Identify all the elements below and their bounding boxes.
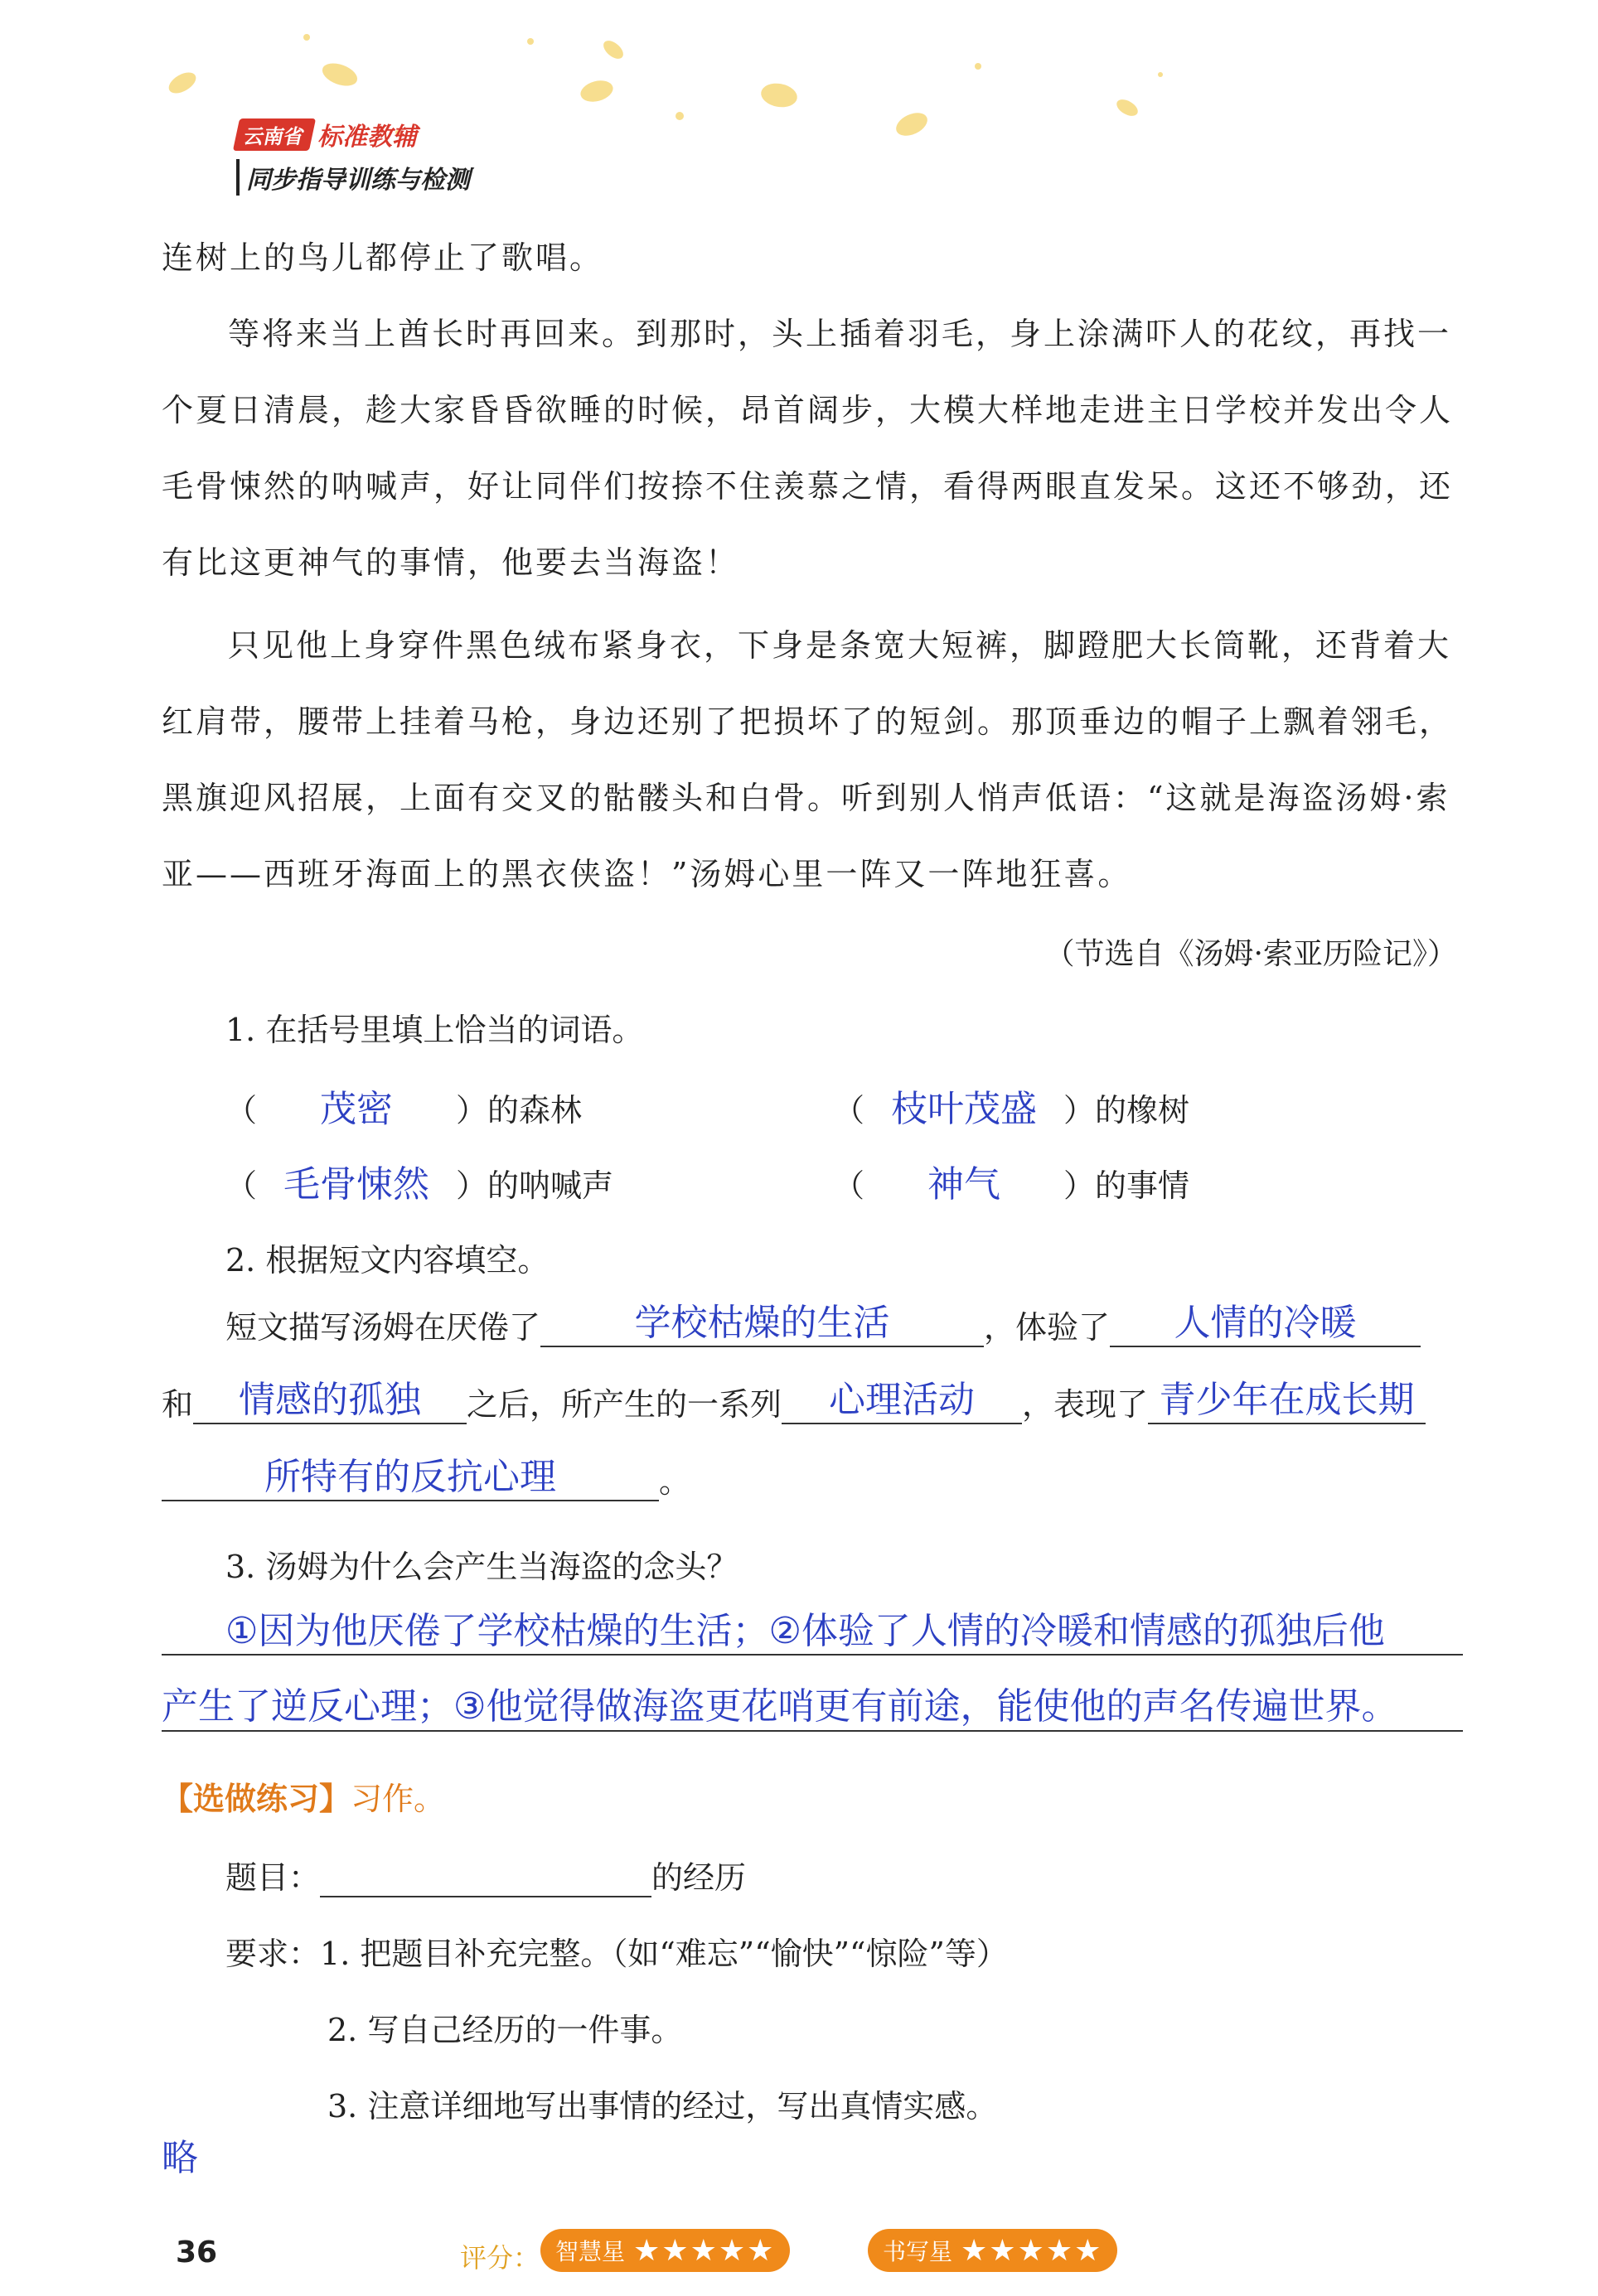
q2-answer-5: 青少年在成长期 <box>1159 1379 1415 1421</box>
essay-topic: 题目： 的经历 <box>225 1859 747 1896</box>
q1-answer-2: 枝叶茂盛 <box>891 1088 1038 1130</box>
passage-paragraph-1: 等将来当上酋长时再回来。到那时，头上插着羽毛，身上涂满吓人的花纹，再找一个夏日清晨，趁大家昏昏欲睡的时候，昂首阔步，大模大样地走进主日学校并发出令人毛骨悚然的呐喊声，好让同伴们按捺不住羡慕之情，看得两眼直发呆。这还不够劲，还有比这更神气的事情，他要去当海盗！ <box>162 316 1454 581</box>
topic-blank <box>320 1863 651 1897</box>
star-icons: ★★★★★ <box>961 2233 1103 2268</box>
q1-item-4: （ 神气 ）的事情 <box>833 1154 1297 1207</box>
essay-requirement-3: 3. 注意详细地写出事情的经过，写出真情实感。 <box>327 2088 998 2124</box>
essay-requirement-1: 要求：1. 把题目补充完整。（如“难忘”“愉快”“惊险”等） <box>225 1936 1008 1972</box>
answer-underline-2 <box>162 1730 1463 1732</box>
passage-paragraph-2: 只见他上身穿件黑色绒布紧身衣，下身是条宽大短裤，脚蹬肥大长筒靴，还背着大红肩带，腰带上挂着马枪，身边还别了把损坏了的短剑。那顶垂边的帽子上飘着翎毛，黑旗迎风招展，上面有交叉的骷髅头和白骨。听到别人悄声低语：“这就是海盗汤姆·索亚——西班牙海面上的黑衣侠盗！”汤姆心里一阵又一阵地狂喜。 <box>162 627 1454 892</box>
q1-suffix-4: 的事情 <box>1095 1167 1190 1204</box>
question-1-prompt: 1. 在括号里填上恰当的词语。 <box>225 1012 644 1048</box>
question-2-prompt: 2. 根据短文内容填空。 <box>225 1242 550 1279</box>
passage-line-0: 连树上的鸟儿都停止了歌唱。 <box>162 239 604 276</box>
optional-practice-heading: 【选做练习】习作。 <box>162 1781 446 1817</box>
q1-suffix-1: 的森林 <box>487 1092 583 1129</box>
q2-answer-3: 情感的孤独 <box>239 1379 422 1421</box>
star-icons: ★★★★★ <box>633 2233 776 2268</box>
q3-answer-line-1: ①因为他厌倦了学校枯燥的生活；②体验了人情的冷暖和情感的孤独后他 <box>225 1610 1385 1652</box>
q3-answer-line-2: 产生了逆反心理；③他觉得做海盗更花哨更有前途，能使他的声名传遍世界。 <box>162 1685 1398 1728</box>
series-subtitle: 同步指导训练与检测 <box>236 159 470 196</box>
question-3-prompt: 3. 汤姆为什么会产生当海盗的念头？ <box>225 1549 738 1585</box>
q1-answer-4: 神气 <box>927 1163 1001 1206</box>
answer-underline-1 <box>162 1654 1463 1656</box>
writing-star-rating: 书写星 ★★★★★ <box>868 2229 1117 2272</box>
q1-answer-3: 毛骨悚然 <box>283 1163 430 1206</box>
passage-source: （节选自《汤姆·索亚历险记》） <box>1044 937 1457 971</box>
score-label: 评分： <box>460 2242 540 2274</box>
q2-answer-2: 人情的冷暖 <box>1174 1302 1357 1344</box>
q2-answer-6: 所特有的反抗心理 <box>264 1456 556 1498</box>
q2-line-3: 所特有的反抗心理 。 <box>162 1447 908 1501</box>
optional-tag: 【选做练习】 <box>162 1781 351 1817</box>
essay-answer: 略 <box>162 2137 198 2179</box>
q2-answer-4: 心理活动 <box>829 1379 976 1421</box>
q2-line-2: 和 情感的孤独 之后，所产生的一系列 心理活动 ，表现了 青少年在成长期 <box>162 1370 1488 1424</box>
q1-suffix-3: 的呐喊声 <box>487 1167 614 1204</box>
essay-requirement-2: 2. 写自己经历的一件事。 <box>327 2012 683 2048</box>
page-number: 36 <box>176 2236 218 2269</box>
publisher-logo <box>236 116 470 196</box>
q2-answer-1: 学校枯燥的生活 <box>634 1302 890 1344</box>
wisdom-star-rating: 智慧星 ★★★★★ <box>540 2229 790 2272</box>
q1-item-1: （ 茂密 ）的森林 <box>225 1079 690 1132</box>
q2-line-1: 短文描写汤姆在厌倦了 学校枯燥的生活 ，体验了 人情的冷暖 <box>225 1293 1469 1347</box>
q1-answer-1: 茂密 <box>320 1088 394 1130</box>
logo-badge: 云南省 <box>233 118 316 151</box>
q1-suffix-2: 的橡树 <box>1095 1092 1190 1129</box>
logo-brand: 标准教辅 <box>317 123 417 152</box>
q1-item-3: （ 毛骨悚然 ）的呐喊声 <box>225 1154 690 1207</box>
q1-item-2: （ 枝叶茂盛 ）的橡树 <box>833 1079 1297 1132</box>
